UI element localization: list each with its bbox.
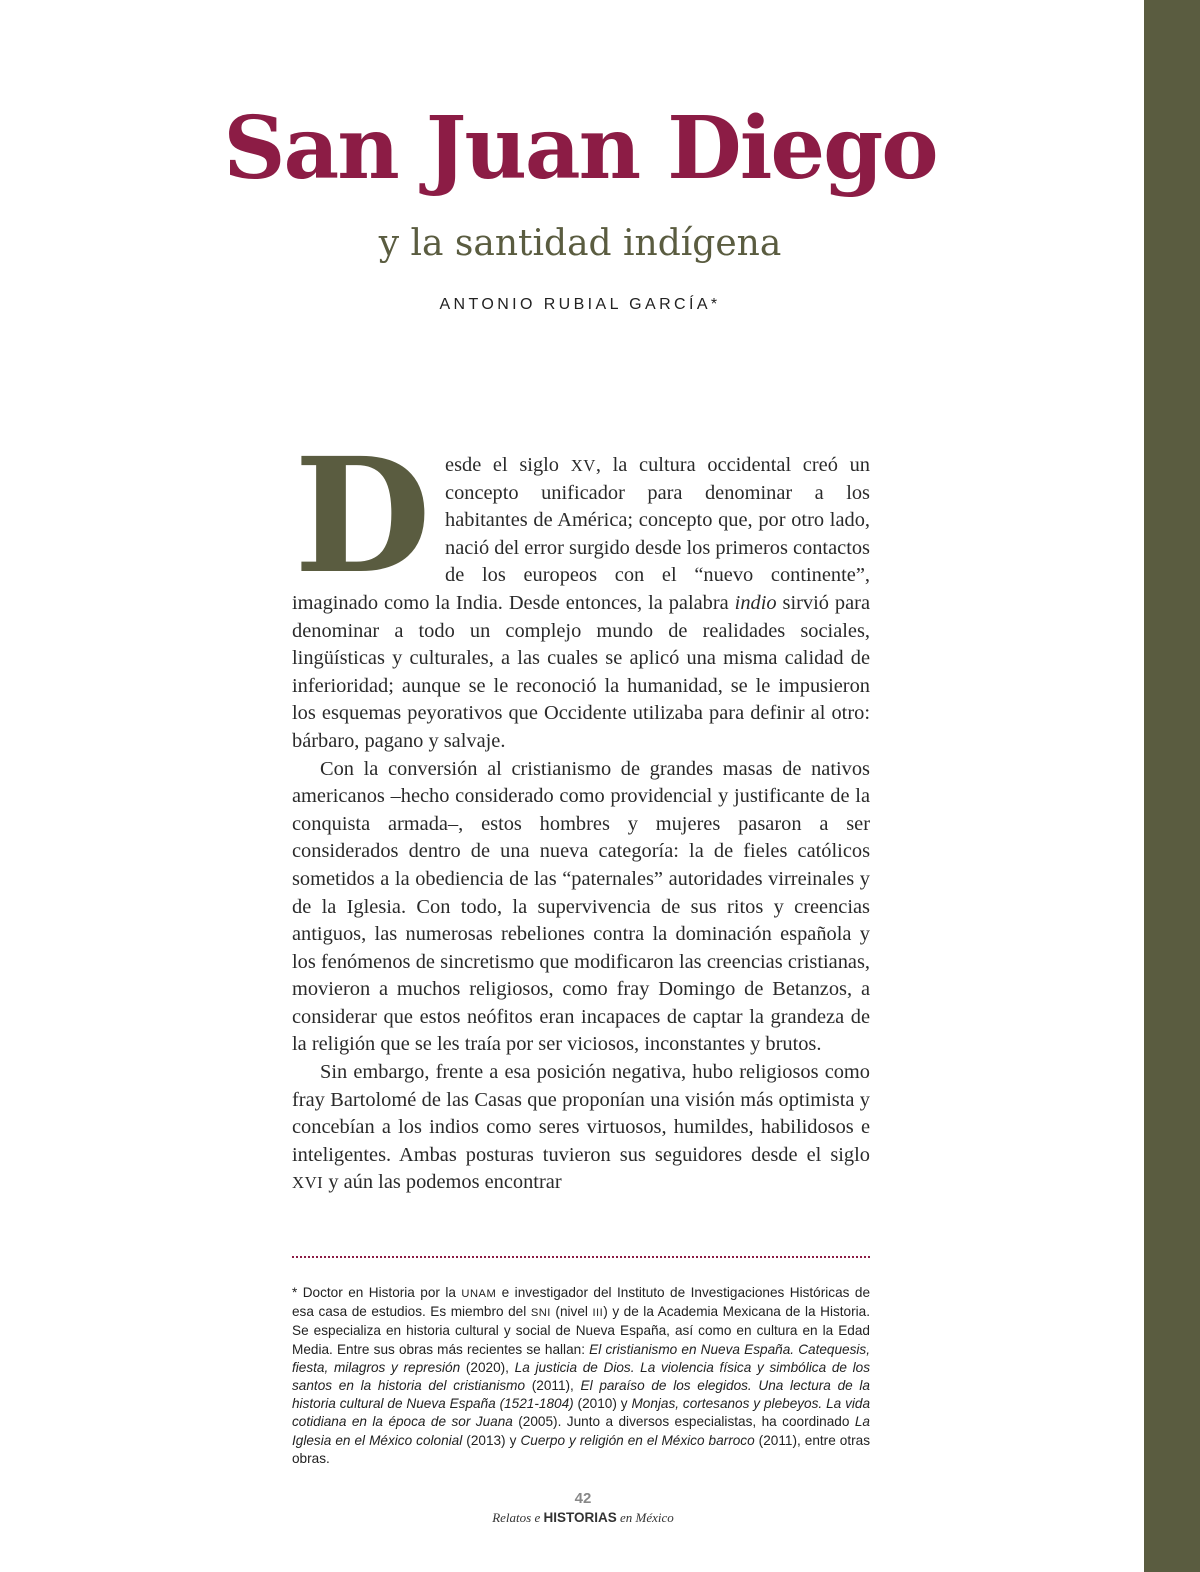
running-footer	[0, 1510, 1166, 1526]
acronym: UNAM	[461, 1288, 497, 1300]
text-run: * Doctor en Historia por la	[292, 1285, 462, 1300]
book-title: El cristianismo en Nueva España. Catequesis, fiesta, milagros y represión	[292, 1341, 871, 1375]
body-paragraph-2: Con la conversión al cristianismo de grandes masas de nativos americanos –hecho considerado como providencial y justificante de la conquista armada–, estos hombres y mujeres pasaron a ser considerados dentro de una nueva categoría: la de fieles católicos sometidos a la obediencia de las “paternales” autoridades virreinales y de la Iglesia. Con todo, la supervivencia de sus ritos y creencias antiguos, las numerosas rebeliones contra la dominación española y los fenómenos de sincretismo que modificaron las creencias cristianas, movieron a muchos religiosos, como fray Domingo de Betanzos, a considerar que estos neófitos eran incapaces de captar la grandeza de la religión que se les traía por ser viciosos, inconstantes y brutos.	[292, 757, 870, 1056]
text-run: (2010) y	[573, 1396, 632, 1412]
book-title: El paraíso de los elegidos. Una lectura de la historia cultural de Nueva España (1521-1804)	[292, 1378, 870, 1412]
body-paragraph-1	[292, 424, 870, 756]
book-title: Monjas, cortesanos y plebeyos. La vida cotidiana en la época de sor Juana	[292, 1396, 871, 1430]
text-run: Sin embargo, frente a esa posición negativa, hubo religiosos como fray Bartolomé de las Casas que proponían una visión más optimista y concebían a los indios como seres virtuosos, humildes, habilidosos e inteligentes. Ambas posturas tuvieron sus seguidores desde el siglo	[292, 1061, 870, 1166]
century-numeral: XVI	[292, 1173, 324, 1193]
acronym: III	[592, 1307, 604, 1320]
text-run: (2011), entre otras obras.	[292, 1432, 870, 1466]
text-run: e investigador del Instituto de Investigaciones Históricas de esa casa de estudios. Es miembro del	[292, 1285, 870, 1320]
footer-text: en México	[616, 1510, 674, 1525]
text-run: ) y de la Academia Mexicana de la Historia. Se especializa en historia cultural y social de Nueva España, así como en cultura en la Edad Media. Entre sus obras más recientes se hallan:	[292, 1304, 871, 1357]
text-run: (nivel	[550, 1304, 593, 1320]
text-run: (2013) y	[462, 1432, 521, 1448]
book-title: Cuerpo y religión en el México barroco	[520, 1432, 755, 1448]
footnote-divider	[292, 1256, 870, 1258]
book-title: La Iglesia en el México colonial	[292, 1414, 870, 1448]
footer-text: Relatos e	[492, 1510, 544, 1525]
text-run: esde el siglo	[445, 454, 571, 476]
author-footnote	[292, 1284, 870, 1468]
emphasis-text: indio	[734, 591, 777, 614]
drop-cap: D	[294, 424, 432, 609]
text-run: y aún las podemos encontrar	[323, 1171, 562, 1194]
page-number: 42	[574, 1490, 592, 1507]
magazine-brand: HISTORIAS	[543, 1510, 617, 1525]
text-run: (2005). Junto a diversos especialistas, ha coordinado	[512, 1414, 855, 1430]
text-run: sirvió para denominar a todo un complejo mundo de realidades sociales, lingüísticas y culturales, a las cuales se aplicó una misma calidad de inferioridad; aunque se le reconoció la humanidad, se le impusieron los esquemas peyorativos que Occidente utilizaba para definir al otro: bárbaro, pagano y salvaje.	[292, 591, 870, 752]
century-numeral: XV	[570, 456, 596, 475]
text-run: (2020),	[460, 1359, 515, 1375]
body-paragraph-3	[292, 1059, 870, 1197]
book-title: La justicia de Dios. La violencia física y simbólica de los santos en la historia del cristianismo	[292, 1359, 871, 1394]
text-run: , la cultura occidental creó un concepto unificador para denominar a los habitantes de América; concepto que, por otro lado, nació del error surgido desde los primeros contactos de los europeos con el “nuevo continente”, imaginado como la India. Desde entonces, la palabra	[292, 454, 870, 614]
author-byline: ANTONIO RUBIAL GARCÍA*	[439, 296, 721, 313]
text-run: (2011),	[525, 1378, 581, 1394]
article-subtitle: y la santidad indígena	[378, 223, 782, 264]
acronym: SNI	[530, 1307, 551, 1320]
article-body	[292, 424, 870, 1197]
article-title: San Juan Diego	[223, 98, 937, 199]
